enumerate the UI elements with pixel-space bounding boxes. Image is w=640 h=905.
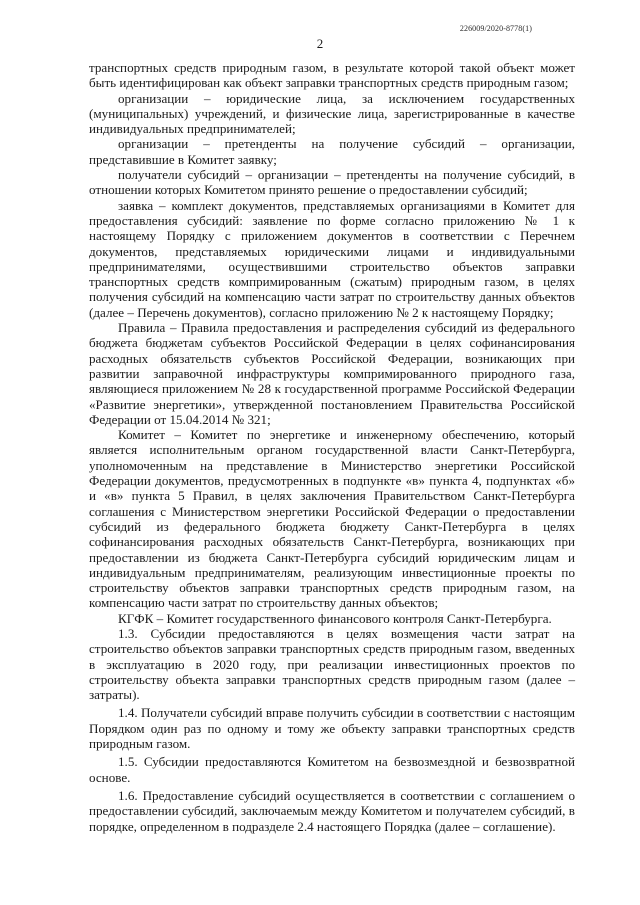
definition-committee: Комитет – Комитет по энергетике и инженерному обеспечению, который является исполнительным органом государственной власти Санкт-Петербурга, уполномоченным на представление в Министерство энергетики Российской Федерации документов, предусмотренных в подпункте «в» пункта 4, подпунктах «б» и «в» пункта 5 Правил, в целях заключения Правительством Санкт-Петербурга соглашения с Министерством энергетики Российской Федерации о предоставлении субсидий из федерального бюджета бюджету Санкт-Петербурга в целях софинансирования расходных обязательств Санкт-Петербурга, возникающих при предоставлении из бюджета Санкт-Петербурга субсидий юридическим лицам и индивидуальным предпринимателям, реализующим инвестиционные проекты по строительству объектов заправки транспортных средств природным газом, на компенсацию части затрат по строительству данных объектов; — [89, 427, 575, 611]
document-id: 226009/2020-8778(1) — [459, 24, 532, 33]
definition-recipients: получатели субсидий – организации – претенденты на получение субсидий, в отношении которых Комитетом принято решение о предоставлении субсидий; — [89, 167, 575, 198]
clause-1-4: 1.4. Получатели субсидий вправе получить субсидии в соответствии с настоящим Порядком один раз по одному и тому же объекту заправки транспортных средств природным газом. — [89, 705, 575, 752]
definition-applicants: организации – претенденты на получение субсидий – организации, представившие в Комитет заявку; — [89, 136, 575, 167]
definition-rules: Правила – Правила предоставления и распределения субсидий из федерального бюджета бюджетам субъектов Российской Федерации в целях софинансирования расходных обязательств субъектов Российской Федерации, возникающих при развитии заправочной инфраструктуры компримированного природного газа, являющиеся приложением № 28 к государственной программе Российской Федерации «Развитие энергетики», утвержденной постановлением Правительства Российской Федерации от 15.04.2014 № 321; — [89, 320, 575, 427]
clause-1-6: 1.6. Предоставление субсидий осуществляется в соответствии с соглашением о предоставлении субсидий, заключаемым между Комитетом и получателем субсидий, в порядке, определенном в подразделе 2.4 настоящего Порядка (далее – соглашение). — [89, 787, 575, 834]
paragraph-continuation: транспортных средств природным газом, в результате которой такой объект может быть идентифицирован как объект заправки транспортных средств природным газом; — [89, 60, 575, 91]
page-number: 2 — [316, 36, 324, 51]
document-body — [89, 60, 575, 834]
definition-kgfk: КГФК – Комитет государственного финансового контроля Санкт-Петербурга. — [118, 610, 552, 626]
clause-1-3: 1.3. Субсидии предоставляются в целях возмещения части затрат на строительство объектов заправки транспортных средств природным газом, введенных в эксплуатацию в 2020 году, при реализации инвестиционных проектов по строительству объекта заправки транспортных средств природным газом (далее – затраты). — [89, 625, 575, 703]
definition-application: заявка – комплект документов, представляемых организациями в Комитет для предоставления субсидий: заявление по форме согласно приложению № 1 к настоящему Порядку с приложением документов в соответствии с Перечнем документов, представляемых юридическими лицами и индивидуальными предпринимателями, осуществившими строительство объектов заправки транспортных средств компримированным (сжатым) природным газом, в целях получения субсидий на компенсацию части затрат по строительству данных объектов (далее – Перечень документов), согласно приложению № 2 к настоящему Порядку; — [89, 197, 575, 320]
clause-1-5: 1.5. Субсидии предоставляются Комитетом на безвозмездной и безвозвратной основе. — [89, 754, 575, 785]
definition-organizations: организации – юридические лица, за исключением государственных (муниципальных) учреждений, и физические лица, зарегистрированные в качестве индивидуальных предпринимателей; — [89, 90, 575, 137]
